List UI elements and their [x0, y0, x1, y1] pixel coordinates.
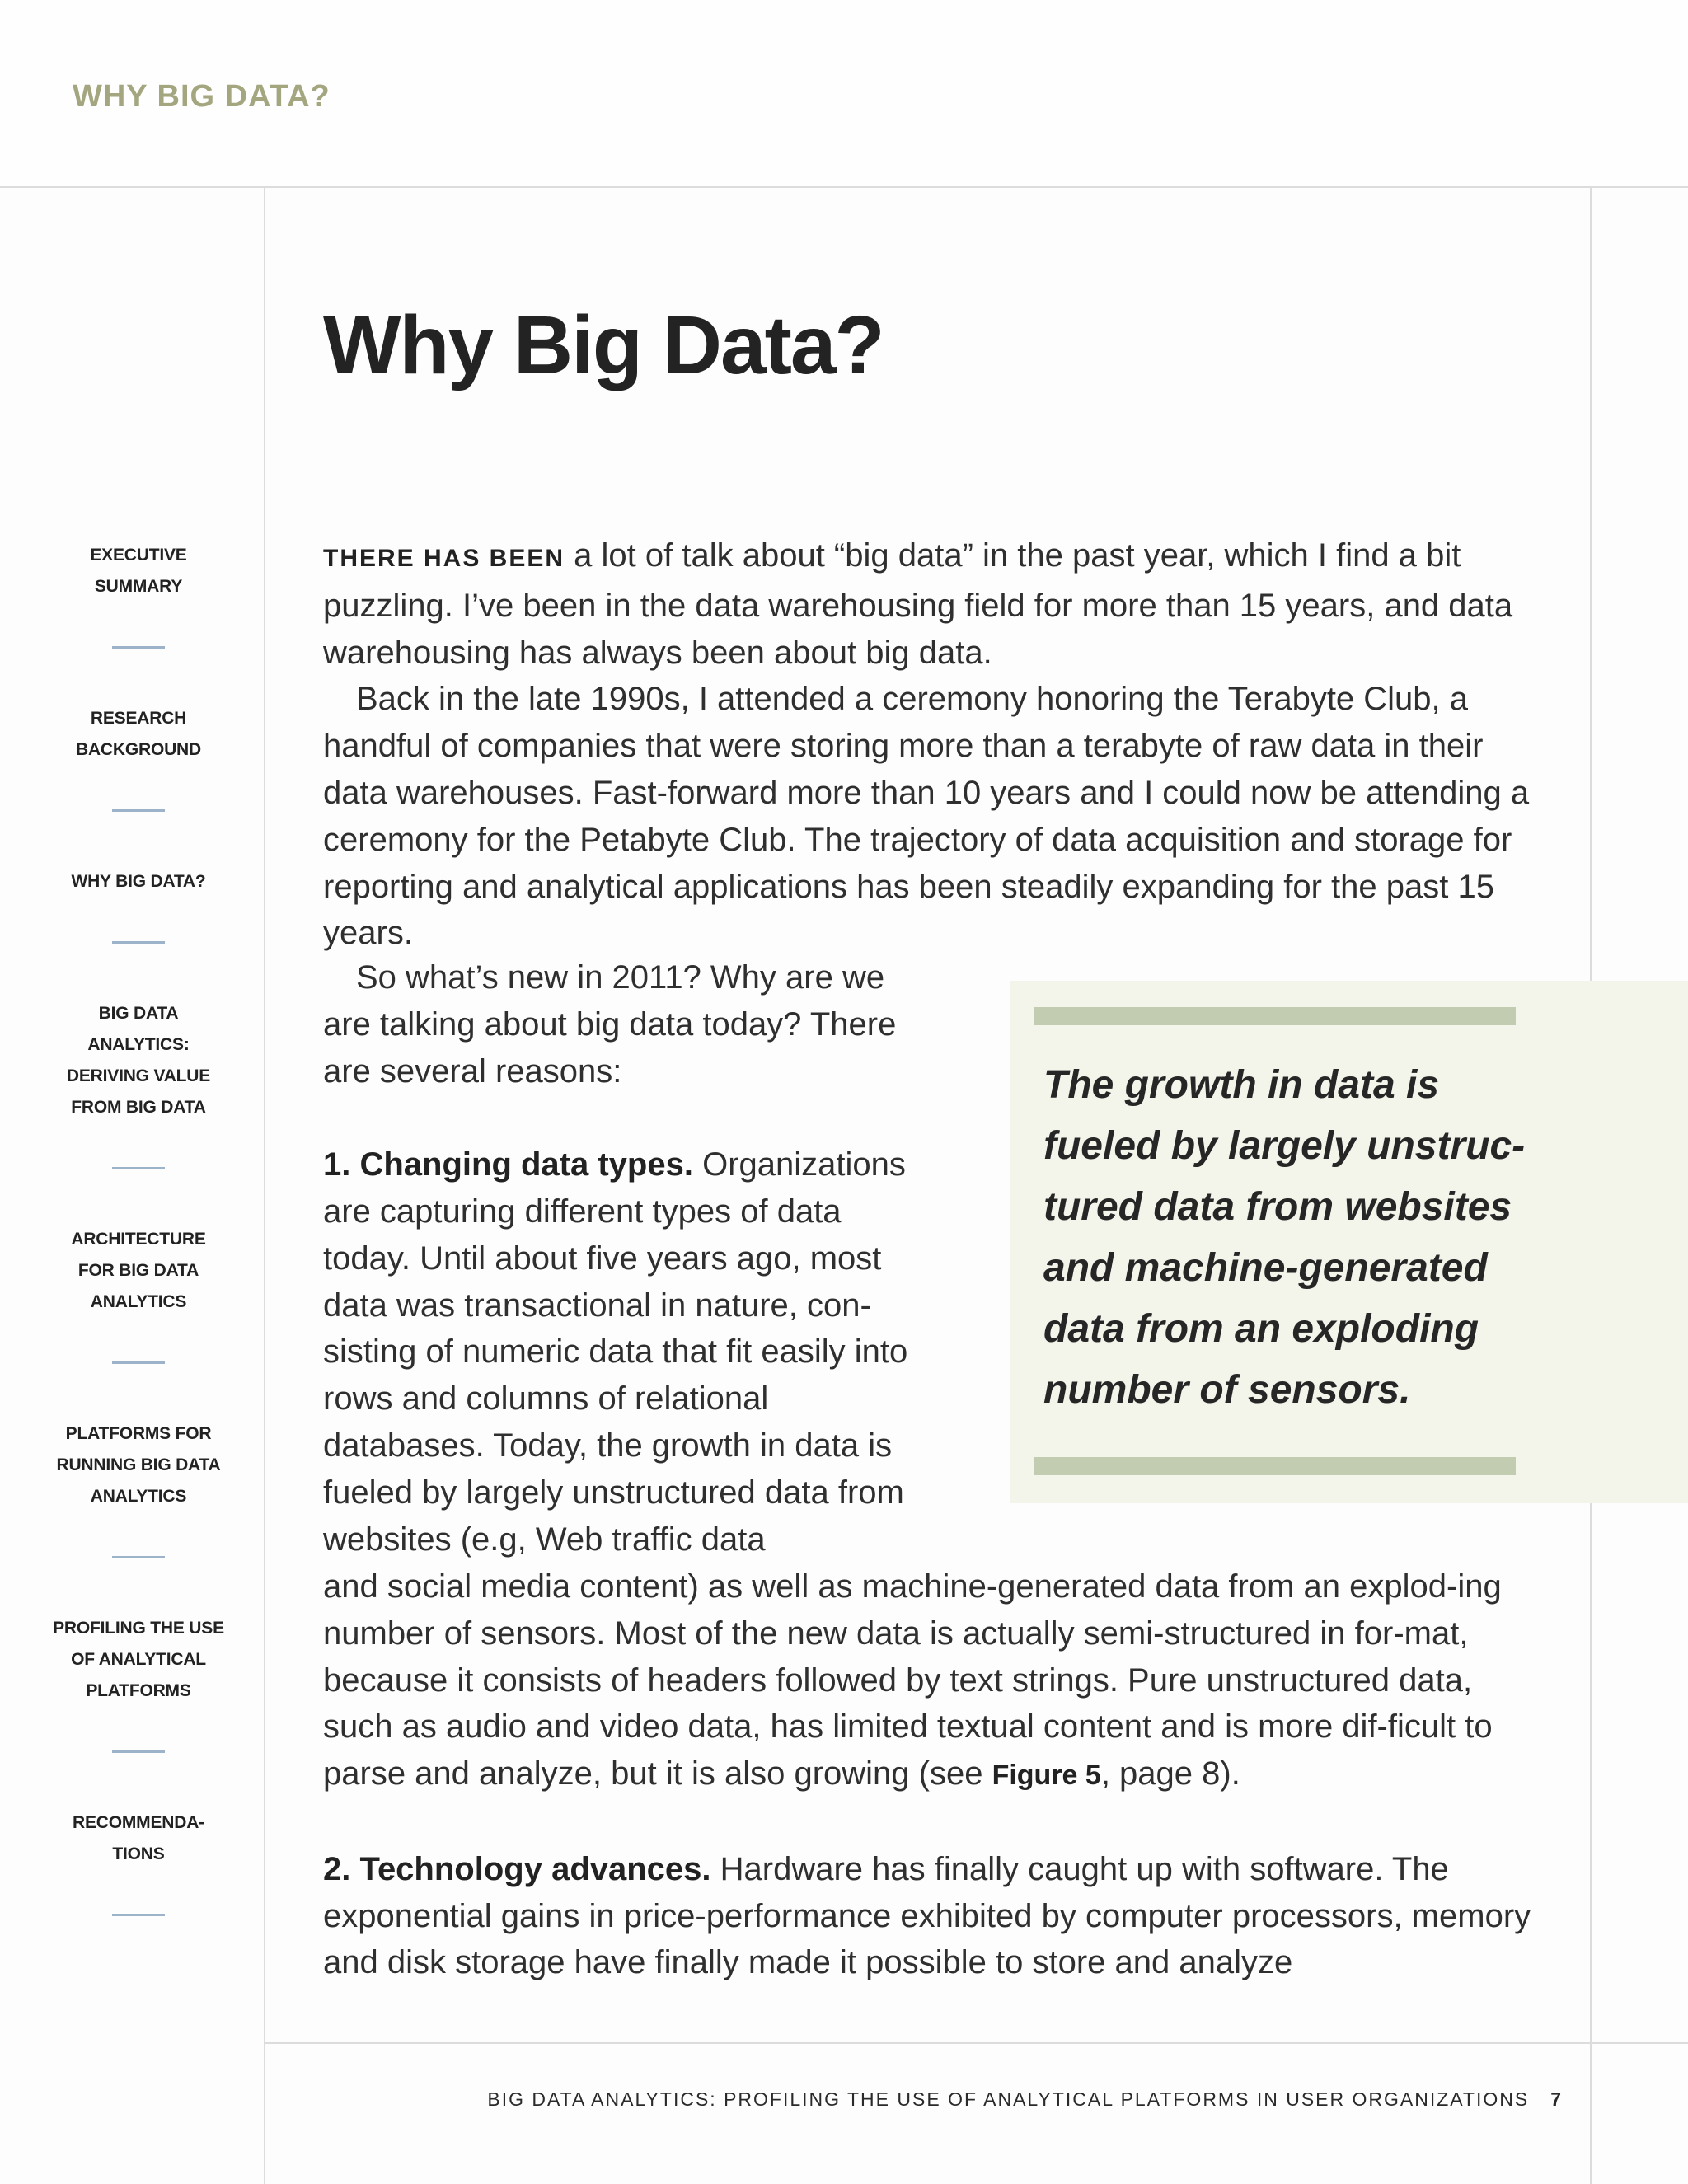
nav-item-profiling[interactable]: PROFILING THE USE OF ANALYTICAL PLATFORMS	[53, 1619, 224, 1700]
nav-divider	[112, 809, 165, 812]
nav-item-big-data-analytics[interactable]: BIG DATA ANALYTICS: DERIVING VALUE FROM BIG DATA	[66, 1004, 211, 1117]
narrow-column-text	[323, 954, 931, 1563]
section-1-start	[323, 1141, 931, 1563]
section-2	[323, 1846, 1543, 1986]
section-1-heading: 1. Changing data types.	[323, 1146, 693, 1183]
nav-divider	[112, 1750, 165, 1753]
section-2-heading: 2. Technology advances.	[323, 1850, 711, 1887]
nav-item-executive-summary[interactable]: EXECUTIVE SUMMARY	[90, 546, 187, 596]
left-column-rule	[264, 188, 265, 2184]
nav-item-research-background[interactable]: RESEARCH BACKGROUND	[76, 709, 201, 759]
nav-divider	[112, 1914, 165, 1916]
pull-quote-top-bar	[1034, 1007, 1516, 1025]
paragraph-1	[323, 532, 1543, 676]
nav-divider	[112, 1556, 165, 1558]
section-nav	[45, 540, 232, 1916]
nav-divider	[112, 1361, 165, 1364]
page-footer	[487, 2088, 1561, 2111]
pull-quote: The growth in data is fueled by largely unstruc-tured data from websites and machine-generated data from an exploding number of sensors.	[1043, 1063, 1526, 1412]
pull-quote-bottom-bar	[1034, 1457, 1516, 1475]
nav-item-why-big-data[interactable]: WHY BIG DATA?	[71, 872, 206, 891]
paragraph-1-text: a lot of talk about “big data” in the past year, which I find a bit puzzling. I’ve been in the data warehousing field for more than 15 years, and data warehousing has always been about big data.	[323, 537, 1513, 671]
nav-divider	[112, 1167, 165, 1169]
figure-reference[interactable]: Figure 5	[992, 1760, 1101, 1792]
paragraph-3: So what’s new in 2011? Why are we are talking about big data today? There are several reasons:	[323, 959, 897, 1090]
page-number: 7	[1550, 2088, 1561, 2110]
section-1-continued	[323, 1563, 1543, 1799]
running-head: WHY BIG DATA?	[73, 79, 331, 114]
intro-text	[323, 532, 1543, 957]
lead-in: THERE HAS BEEN	[323, 545, 565, 572]
footer-title: BIG DATA ANALYTICS: PROFILING THE USE OF ANALYTICAL PLATFORMS IN USER ORGANIZATIONS	[487, 2088, 1530, 2110]
section-1-text-c: , page 8).	[1100, 1755, 1240, 1793]
page-title: Why Big Data?	[323, 299, 884, 391]
paragraph-2: Back in the late 1990s, I attended a ceremony honoring the Terabyte Club, a handful of companies that were storing more than a terabyte of raw data in their data warehouses. Fast-forward more than 10 years and I could now be attending a ceremony for the Petabyte Club. The trajectory of data acquisition and storage for reporting and analytical applications has been steadily expanding for the past 15 years.	[323, 681, 1530, 952]
footer-rule	[264, 2042, 1688, 2044]
section-1-text-a: Organizations are capturing different types of data today. Until about five years ago, most data was transactional in nature, con-sisting of numeric data that fit easily into rows and columns of relational databases. Today, the growth in data is fueled by largely unstructured data from websites (e.g, Web traffic data	[323, 1146, 908, 1558]
nav-divider	[112, 941, 165, 944]
header-band	[0, 0, 1688, 188]
nav-item-platforms[interactable]: PLATFORMS FOR RUNNING BIG DATA ANALYTICS	[56, 1424, 221, 1506]
nav-item-architecture[interactable]: ARCHITECTURE FOR BIG DATA ANALYTICS	[71, 1230, 206, 1311]
nav-divider	[112, 646, 165, 649]
continuation-text	[323, 1563, 1543, 1986]
section-1-text-b: and social media content) as well as machine-generated data from an explod-ing number of sensors. Most of the new data is actually semi-structured in for-mat, because it consists of headers followed by text strings. Pure unstructured data, such as audio and video data, has limited textual content and is more dif-ficult to parse and analyze, but it is also growing (see	[323, 1568, 1502, 1793]
nav-item-recommendations[interactable]: RECOMMENDA- TIONS	[73, 1813, 204, 1863]
section-2-text: Hardware has finally caught up with software. The exponential gains in price-performance exhibited by computer processors, memory and disk storage have finally made it possible to store and analyze	[323, 1850, 1531, 1981]
pull-quote-box	[1010, 981, 1688, 1503]
